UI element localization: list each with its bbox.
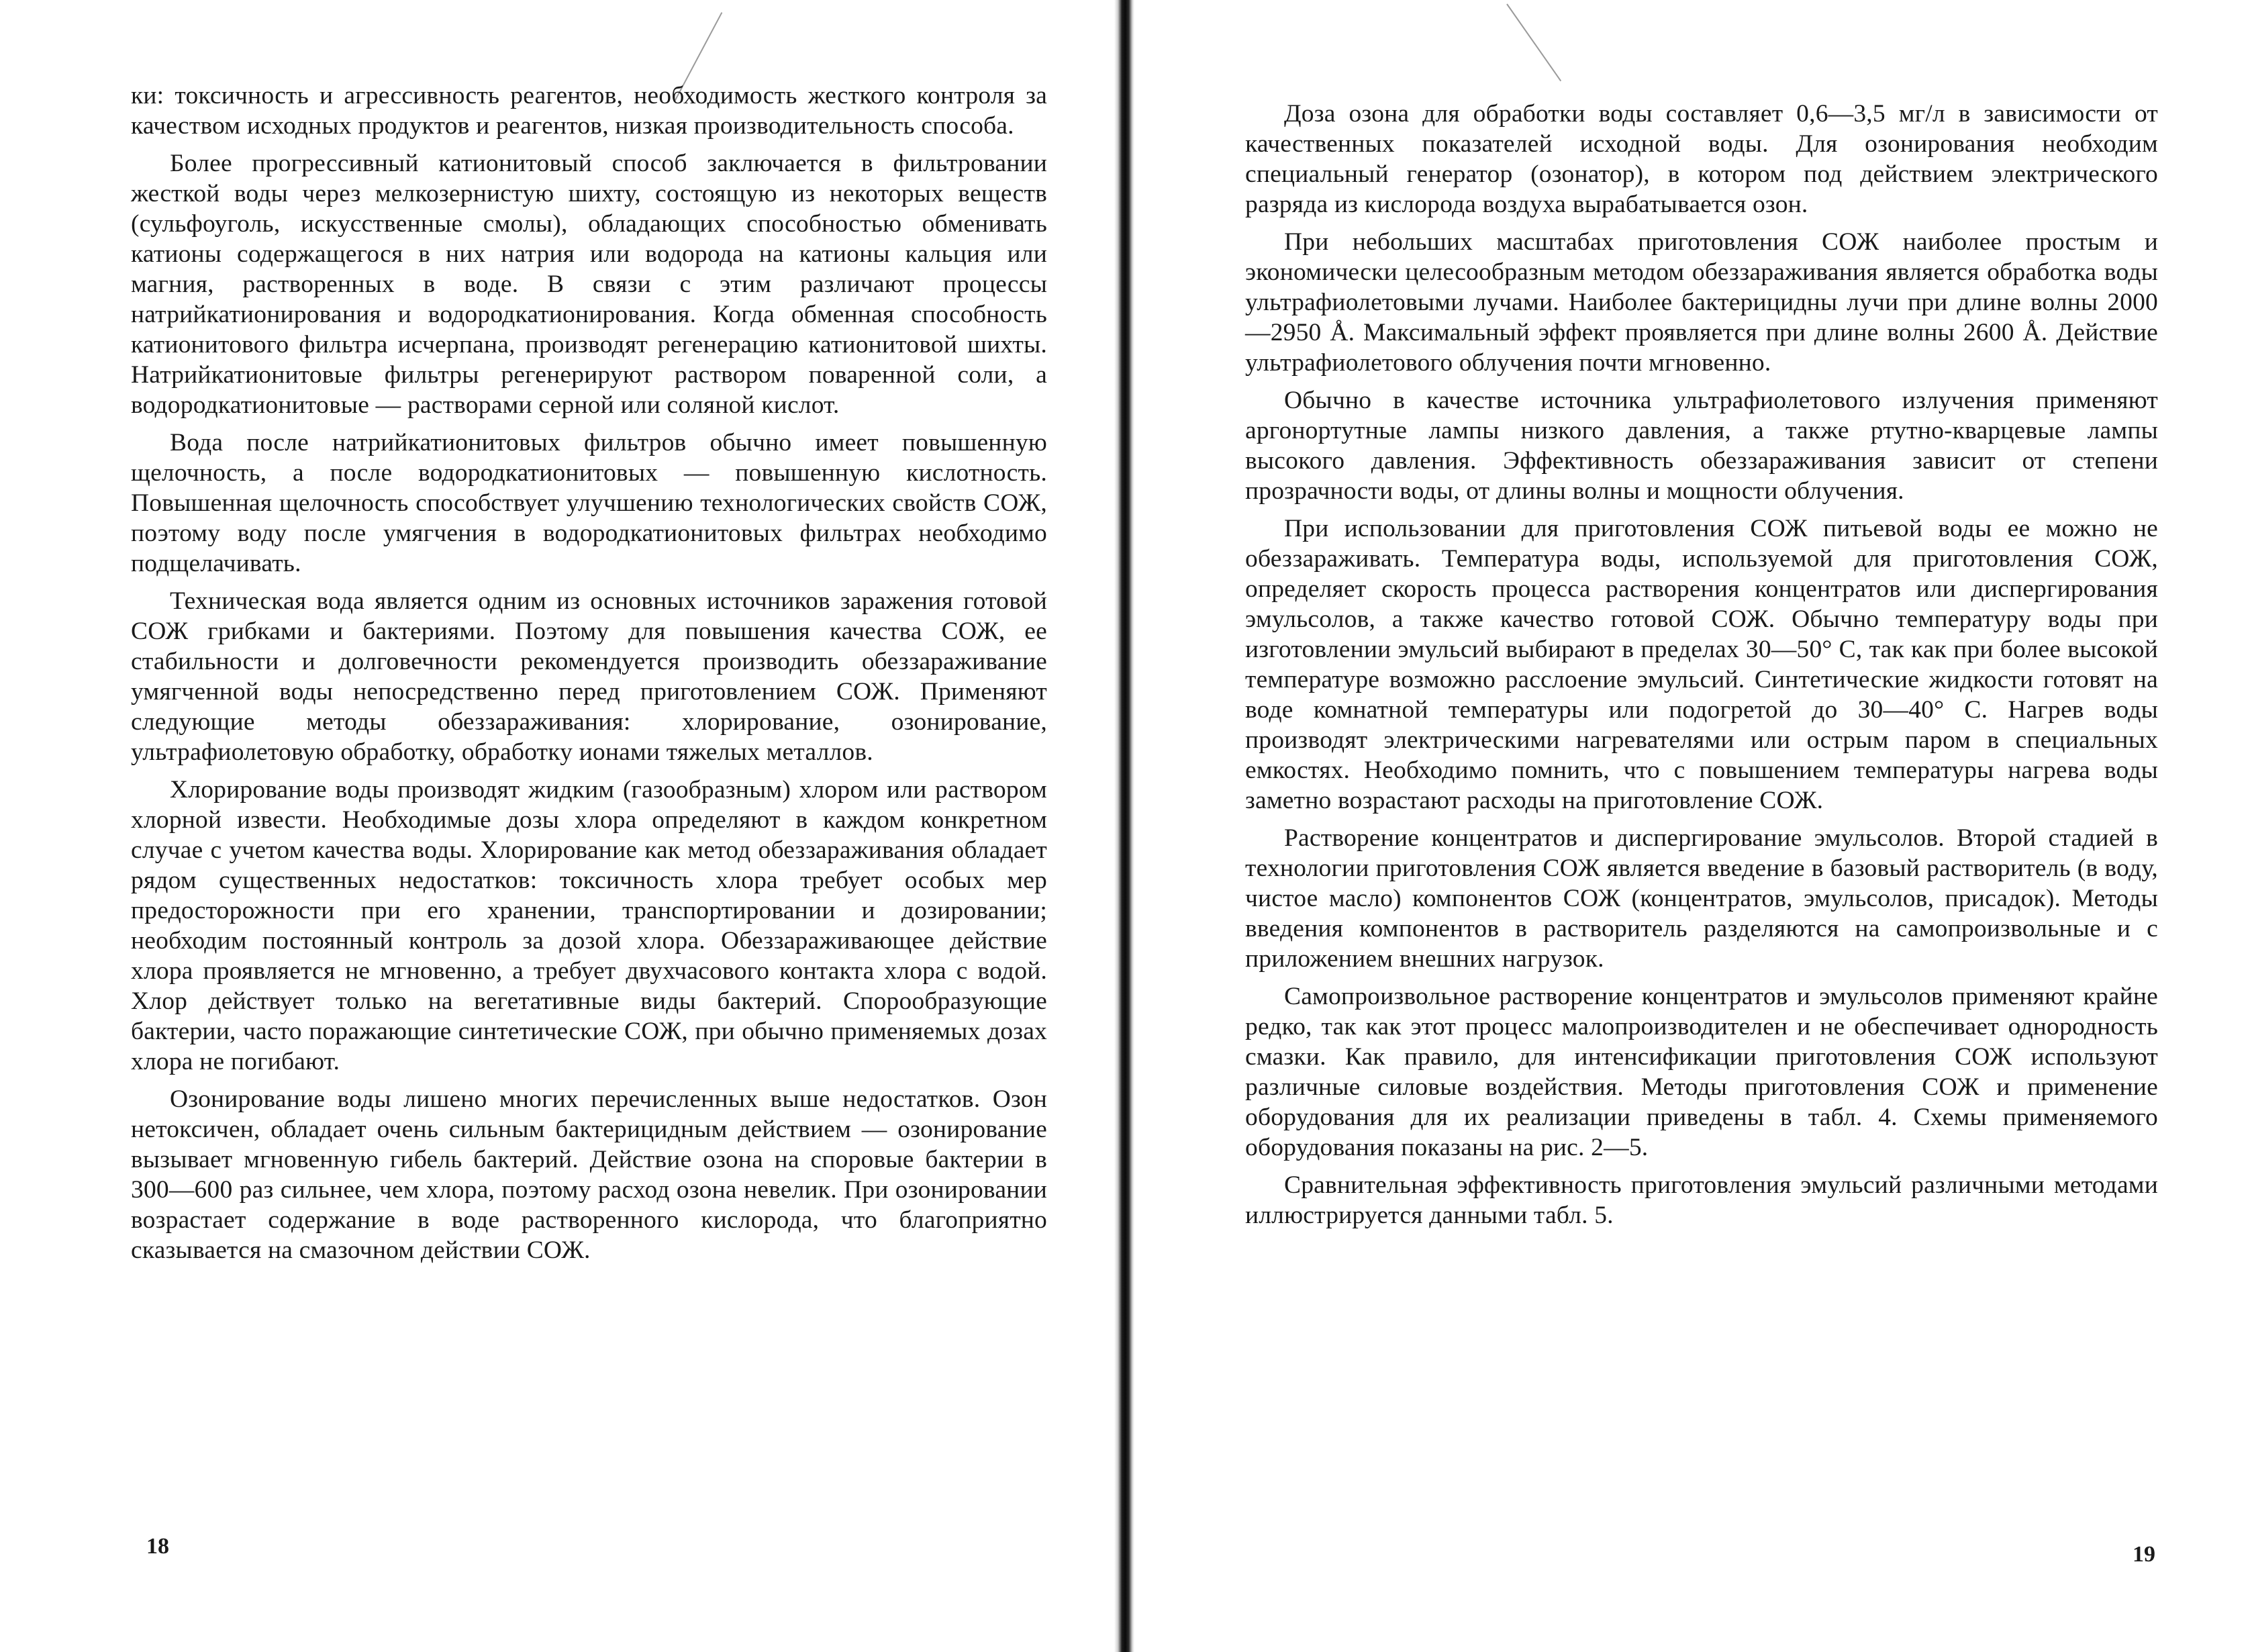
paragraph: Озонирование воды лишено многих перечисленных выше недостатков. Озон нетоксичен, обладает очень сильным бактерицидным действием — озонирование вызывает мгновенную гибель бактерий. Действие озона на споровые бактерии в 300—600 раз сильнее, чем хлора, поэтому расход озона невелик. При озонировании возрастает содержание в воде растворенного кислорода, что благоприятно сказывается на смазочном действии СОЖ. <box>131 1085 1047 1264</box>
paragraph: ки: токсичность и агрессивность реагентов, необходимость жесткого контроля за качеством исходных продуктов и реагентов, низкая производительность способа. <box>131 82 1047 140</box>
paragraph: Обычно в качестве источника ультрафиолетового излучения применяют аргонортутные лампы низкого давления, а также ртутно-кварцевые лампы высокого давления. Эффективность обеззараживания зависит от степени прозрачности воды, от длины волны и мощности облучения. <box>1245 387 2158 505</box>
paragraph: Более прогрессивный катионитовый способ заключается в фильтровании жесткой воды через мелкозернистую шихту, состоящую из некоторых веществ (сульфоуголь, искусственные смолы), обладающих способностью обменивать катионы содержащегося в них натрия или водорода на катионы кальция или магния, растворенных в воде. В связи с этим различают процессы натрийкатионирования и водородкатионирования. Когда обменная способность катионитового фильтра исчерпана, производят регенерацию катионитовой шихты. Натрийкатионитовые фильтры регенерируют раствором поваренной соли, а водородкатионитовые — растворами серной или соляной кислот. <box>131 150 1047 419</box>
paragraph: При использовании для приготовления СОЖ питьевой воды ее можно не обеззараживать. Температура воды, используемой для приготовления СОЖ, определяет скорость процесса растворения концентратов или диспергирования эмульсолов, а также качество готовой СОЖ. Обычно температуру воды при изготовлении эмульсий выбирают в пределах 30—50° С, так как при более высокой температуре возможно расслоение эмульсий. Синтетические жидкости готовят на воде комнатной температуры или подогретой до 30—40° С. Нагрев воды производят электрическими нагревателями или острым паром в специальных емкостях. Необходимо помнить, что с повышением температуры нагрева воды заметно возрастают расходы на приготовление СОЖ. <box>1245 515 2158 814</box>
page-number: 19 <box>2133 1542 2155 1567</box>
paragraph: При небольших масштабах приготовления СОЖ наиболее простым и экономически целесообразным методом обеззараживания является обработка воды ультрафиолетовыми лучами. Наиболее бактерицидны лучи при длине волны 2000—2950 Å. Максимальный эффект проявляется при длине волны 2600 Å. Действие ультрафиолетового облучения почти мгновенно. <box>1245 228 2158 377</box>
paragraph: Самопроизвольное растворение концентратов и эмульсолов применяют крайне редко, так как этот процесс малопроизводителен и не обеспечивает однородность смазки. Как правило, для интенсификации приготовления СОЖ используют различные силовые воздействия. Методы приготовления СОЖ и применение оборудования для их реализации приведены в табл. 4. Схемы применяемого оборудования показаны на рис. 2—5. <box>1245 983 2158 1161</box>
book-gutter <box>1114 0 1134 1652</box>
paragraph: Вода после натрийкатионитовых фильтров обычно имеет повышенную щелочность, а после водородкатионитовых — повышенную кислотность. Повышенная щелочность способствует улучшению технологических свойств СОЖ, поэтому воду после умягчения в водородкатионитовых фильтрах необходимо подщелачивать. <box>131 429 1047 577</box>
left-page-text-column <box>131 81 1047 1273</box>
page-number: 18 <box>146 1534 169 1559</box>
paragraph: Сравнительная эффективность приготовления эмульсий различными методами иллюстрируется данными табл. 5. <box>1245 1171 2158 1229</box>
paragraph: Растворение концентратов и диспергирование эмульсолов. Второй стадией в технологии приготовления СОЖ является введение в базовый растворитель (в воду, чистое масло) компонентов СОЖ (концентратов, эмульсолов, присадок). Методы введения компонентов в растворитель разделяются на самопроизвольные и с приложением внешних нагрузок. <box>1245 824 2158 973</box>
page-crease-mark <box>1506 3 1561 81</box>
left-page <box>0 0 1114 1652</box>
paragraph: Хлорирование воды производят жидким (газообразным) хлором или раствором хлорной извести. Необходимые дозы хлора определяют в каждом конкретном случае с учетом качества воды. Хлорирование как метод обеззараживания обладает рядом существенных недостатков: токсичность хлора требует особых мер предосторожности при его хранении, транспортировании и дозировании; необходим постоянный контроль за дозой хлора. Обеззараживающее действие хлора проявляется не мгновенно, а требует двухчасового контакта хлора с водой. Хлор действует только на вегетативные виды бактерий. Спорообразующие бактерии, часто поражающие синтетические СОЖ, при обычно применяемых дозах хлора не погибают. <box>131 776 1047 1075</box>
right-page <box>1134 0 2250 1652</box>
paragraph: Доза озона для обработки воды составляет 0,6—3,5 мг/л в зависимости от качественных показателей исходной воды. Для озонирования необходим специальный генератор (озонатор), в котором под действием электрического разряда из кислорода воздуха вырабатывается озон. <box>1245 100 2158 218</box>
paragraph: Техническая вода является одним из основных источников заражения готовой СОЖ грибками и бактериями. Поэтому для повышения качества СОЖ, ее стабильности и долговечности рекомендуется производить обеззараживание умягченной воды непосредственно перед приготовлением СОЖ. Применяют следующие методы обеззараживания: хлорирование, озонирование, ультрафиолетовую обработку, обработку ионами тяжелых металлов. <box>131 587 1047 766</box>
right-page-text-column <box>1245 99 2158 1238</box>
